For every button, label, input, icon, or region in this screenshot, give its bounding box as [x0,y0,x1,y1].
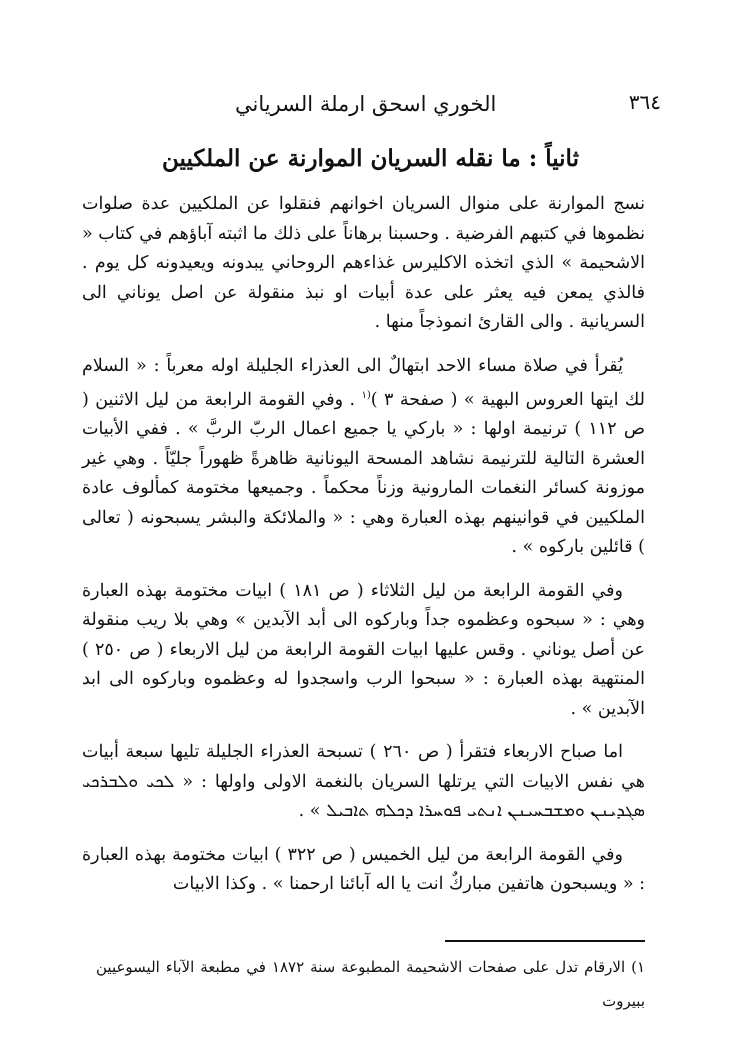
page-number: ٣٦٤ [628,90,661,114]
footnote-rule [445,940,645,942]
paragraph-4: اما صباح الاربعاء فتقرأ ( ص ٢٦٠ ) تسبحة العذراء الجليلة تليها سبعة أبيات هي نفس الابيات التي يرتلها السريان بالنغمة الاولى واولها : « ܠܟܝ ܘܠܒܪܟܝ ܣܓܕܝܢܢ ܘܡܫܒܚܝܢܢ ܐܢܬܝ ܦܘܚܪܐ ܕܟܠܗ ܬܐܒܝܠ » . [82,742,645,822]
footnote: ١) الارقام تدل على صفحات الاشحيمة المطبوعة سنة ١٨٧٢ في مطبعة الآباء اليسوعيين ببيروت [96,958,645,1010]
running-head [80,88,661,128]
paragraph-3: وفي القومة الرابعة من ليل الثلاثاء ( ص ١٨١ ) ابيات مختومة بهذه العبارة وهي : « سبحوه وعظموه جداً وباركوه الى أبد الآبدين » وهي بلا ريب منقولة عن أصل يوناني . وقس عليها ابيات القومة الرابعة من ليل الاربعاء ( ص ٢٥٠ ) المنتهية بهذه العبارة : « سبحوا الرب واسجدوا له وعظموه وباركوه الى ابد الآبدين » . [82,580,646,719]
paragraph-2-part-a: يُقرأ في صلاة مساء الاحد ابتهالٌ الى العذراء الجليلة اوله معرباً : « السلام لك ايتها العروس البهية » ( صفحة ٣ ) [82,355,646,410]
paragraph-2 [82,352,645,563]
paragraph-2-part-b: . وفي القومة الرابعة من ليل الاثنين ( ص ١١٢ ) ترنيمة اولها : « باركي يا جميع اعمال الربّ الربَّ » . ففي الأبيات العشرة التالية للترنيمة نشاهد المسحة اليونانية ظاهرةً ظهوراً جليّاً . وهي غير موزونة كسائر النغمات المارونية وزناً محكماً . وجميعها مختومة كمألوف عادة الملكيين في قوانينهم بهذه العبارة وهي : « والملائكة والبشر يسبحونه ( تعالى ) قائلين باركوه » . [82,389,645,558]
paragraph-1: نسج الموارنة على منوال السريان اخوانهم فنقلوا عن الملكيين عدة صلوات نظموها في كتبهم الفرضية . وحسبنا برهاناً على ذلك ما اثبته آباؤهم في كتاب « الاشحيمة » الذي اتخذه الاكليرس غذاءهم الروحاني يبدونه ويعيدونه كل يوم . فالذي يمعن فيه يعثر على عدة أبيات او نبذ منقولة عن اصل يوناني الى السريانية . والى القارئ انموذجاً منها . [82,194,645,332]
section-heading: ثانياً : ما نقله السريان الموارنة عن الملكيين [162,145,579,172]
paragraph-5: وفي القومة الرابعة من ليل الخميس ( ص ٣٢٢ ) ابيات مختومة بهذه العبارة : « ويسبحون هاتفين مباركٌ انت يا اله آبائنا ارحمنا » . وكذا الابيات [82,844,645,895]
running-title: الخوري اسحق ارملة السرياني [235,92,497,116]
body-text [82,190,645,914]
footnote-ref: (١ [361,390,371,401]
